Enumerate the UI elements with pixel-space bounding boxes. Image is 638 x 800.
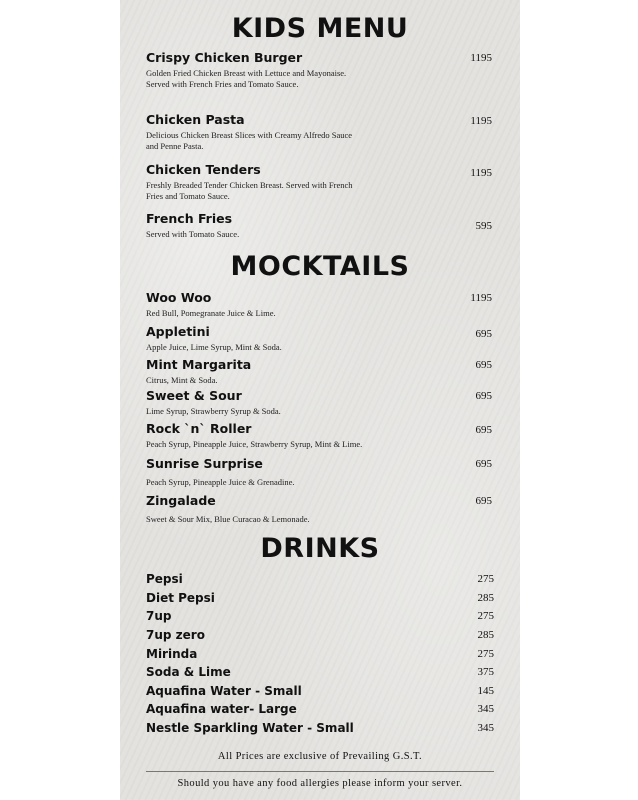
item-description: Delicious Chicken Breast Slices with Creamy Alfredo Sauce and Penne Pasta. [146,130,353,152]
item-name: Sweet & Sour [146,388,242,403]
drink-price: 345 [477,722,494,734]
menu-item [146,113,496,152]
drink-name: Mirinda [146,647,198,661]
item-name: Chicken Tenders [146,162,261,177]
drink-row [146,628,494,643]
menu-item [146,212,496,240]
drink-name: Aquafina Water - Small [146,684,302,698]
item-name: Crispy Chicken Burger [146,50,303,65]
footer-divider [146,771,494,772]
menu-item [146,358,496,386]
menu-item [146,457,496,488]
drink-row [146,647,494,662]
drink-row [146,572,494,587]
item-description: Citrus, Mint & Soda. [146,375,218,386]
drink-price: 275 [477,648,494,660]
item-name: Woo Woo [146,290,212,305]
drink-name: Soda & Lime [146,665,231,679]
drink-row [146,665,494,680]
drink-price: 275 [477,610,494,622]
gst-note: All Prices are exclusive of Prevailing G.S.T. [217,751,423,762]
item-name: Mint Margarita [146,357,252,372]
item-price: 695 [475,390,492,402]
item-name: Zingalade [146,493,216,508]
item-description: Apple Juice, Lime Syrup, Mint & Soda. [146,342,282,353]
drink-row [146,591,494,606]
kids-menu-heading: KIDS MENU [231,13,409,44]
menu-item [146,325,496,353]
item-price: 1195 [470,52,492,64]
item-price: 695 [475,328,492,340]
menu-page [120,0,520,800]
drink-name: 7up zero [146,628,205,642]
drink-name: Pepsi [146,572,183,586]
drink-price: 345 [477,703,494,715]
item-description: Red Bull, Pomegranate Juice & Lime. [146,308,276,319]
drink-name: Diet Pepsi [146,591,215,605]
item-description: Lime Syrup, Strawberry Syrup & Soda. [146,406,281,417]
item-description: Served with Tomato Sauce. [146,229,240,240]
item-name: Appletini [146,324,210,339]
drink-price: 145 [477,685,494,697]
menu-item [146,422,496,450]
drink-row [146,609,494,624]
item-price: 695 [475,458,492,470]
item-price: 1195 [470,115,492,127]
drink-price: 275 [477,573,494,585]
item-price: 695 [475,495,492,507]
item-price: 695 [475,359,492,371]
item-price: 1195 [470,292,492,304]
menu-item [146,163,496,202]
drink-name: Nestle Sparkling Water - Small [146,721,354,735]
item-description: Peach Syrup, Pineapple Juice & Grenadine. [146,477,295,488]
menu-item [146,51,496,90]
drink-name: 7up [146,609,172,623]
drink-row [146,684,494,699]
item-price: 595 [475,220,492,232]
item-name: Rock `n` Roller [146,421,252,436]
allergy-note: Should you have any food allergies please inform your server. [177,778,463,789]
item-description: Golden Fried Chicken Breast with Lettuce and Mayonaise. Served with French Fries and Tomato Sauce. [146,68,347,90]
item-description: Peach Syrup, Pineapple Juice, Strawberry Syrup, Mint & Lime. [146,439,363,450]
menu-item [146,494,496,525]
item-name: French Fries [146,211,233,226]
drink-price: 375 [477,666,494,678]
item-description: Sweet & Sour Mix, Blue Curacao & Lemonade. [146,514,310,525]
item-price: 1195 [470,167,492,179]
drink-name: Aquafina water- Large [146,702,297,716]
item-name: Sunrise Surprise [146,456,263,471]
menu-item [146,291,496,319]
drink-price: 285 [477,592,494,604]
drink-row [146,702,494,717]
drinks-heading: DRINKS [260,533,380,564]
drink-price: 285 [477,629,494,641]
item-description: Freshly Breaded Tender Chicken Breast. Served with French Fries and Tomato Sauce. [146,180,353,202]
item-name: Chicken Pasta [146,112,245,127]
mocktails-heading: MOCKTAILS [230,251,410,282]
menu-item [146,389,496,417]
item-price: 695 [475,424,492,436]
drink-row [146,721,494,736]
